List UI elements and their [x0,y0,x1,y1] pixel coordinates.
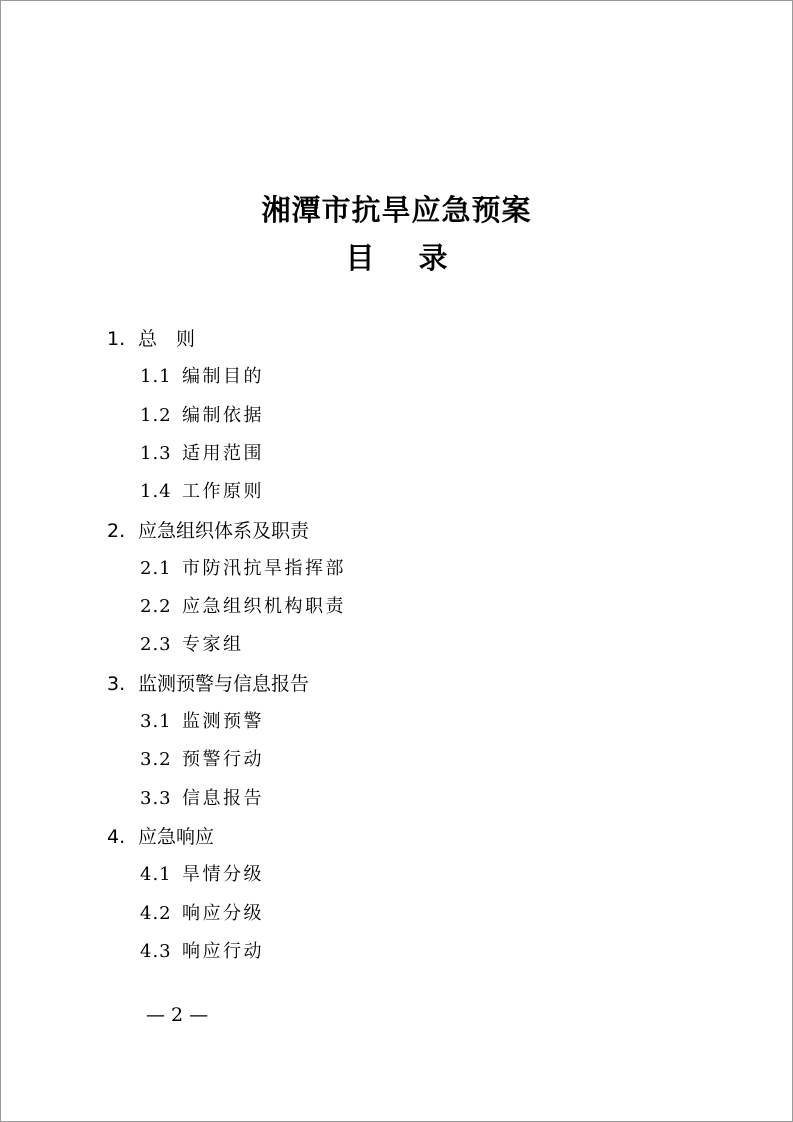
toc-subsection-entry [140,780,264,818]
toc-entry-label: 响应分级 [182,903,264,924]
toc-entry-number: 4.2 [140,903,172,924]
toc-entry-number: 3.2 [140,749,172,770]
toc-entry-label: 市防汛抗旱指挥部 [182,558,346,579]
toc-subsection-entry [140,397,264,435]
toc-subsection-entry [140,588,346,626]
toc-entry-number: 1.2 [140,405,172,426]
toc-entry-number: 3.1 [140,711,172,732]
toc-entry-number: 1.4 [140,481,172,502]
toc-subsection-entry [140,703,264,741]
toc-entry-label: 工作原则 [182,481,264,502]
toc-section-entry [107,665,309,703]
toc-subsection-entry [140,895,264,933]
toc-entry-number: 2.2 [140,596,172,617]
toc-subsection-entry [140,626,244,664]
toc-entry-number: 4.3 [140,941,172,962]
toc-subsection-entry [140,741,264,779]
toc-entry-number: 1. [107,328,126,350]
toc-entry-number: 4. [107,826,126,848]
toc-entry-label: 旱情分级 [182,864,264,885]
toc-entry-label: 适用范围 [182,443,264,464]
toc-entry-number: 2. [107,520,126,542]
toc-entry-label: 编制目的 [182,366,264,387]
toc-entry-label: 应急组织体系及职责 [138,520,310,542]
toc-entry-label: 应急组织机构职责 [182,596,346,617]
toc-entry-label: 预警行动 [182,749,264,770]
toc-entry-number: 2.3 [140,634,172,655]
page-number: — 2 — [146,1004,209,1026]
toc-entry-label: 应急响应 [138,826,215,848]
toc-entry-label: 监测预警与信息报告 [138,673,310,695]
toc-entry-number: 3.3 [140,788,172,809]
toc-subsection-entry [140,435,264,473]
toc-entry-label: 专家组 [182,634,244,655]
toc-entry-label: 监测预警 [182,711,264,732]
toc-section-entry [107,512,309,550]
toc-section-entry [107,320,195,358]
toc-section-entry [107,818,214,856]
toc-subsection-entry [140,933,264,971]
toc-entry-number: 3. [107,673,126,695]
toc-heading: 目录 [345,241,492,275]
toc-entry-number: 1.3 [140,443,172,464]
toc-entry-number: 1.1 [140,366,172,387]
toc-subsection-entry [140,358,264,396]
toc-entry-label: 总 则 [138,328,196,350]
toc-entry-number: 4.1 [140,864,172,885]
toc-entry-label: 编制依据 [182,405,264,426]
toc-subsection-entry [140,473,264,511]
toc-entry-number: 2.1 [140,558,172,579]
toc-subsection-entry [140,856,264,894]
toc-subsection-entry [140,550,346,588]
toc-entry-label: 信息报告 [182,788,264,809]
document-title: 湘潭市抗旱应急预案 [261,193,532,227]
toc-entry-label: 响应行动 [182,941,264,962]
